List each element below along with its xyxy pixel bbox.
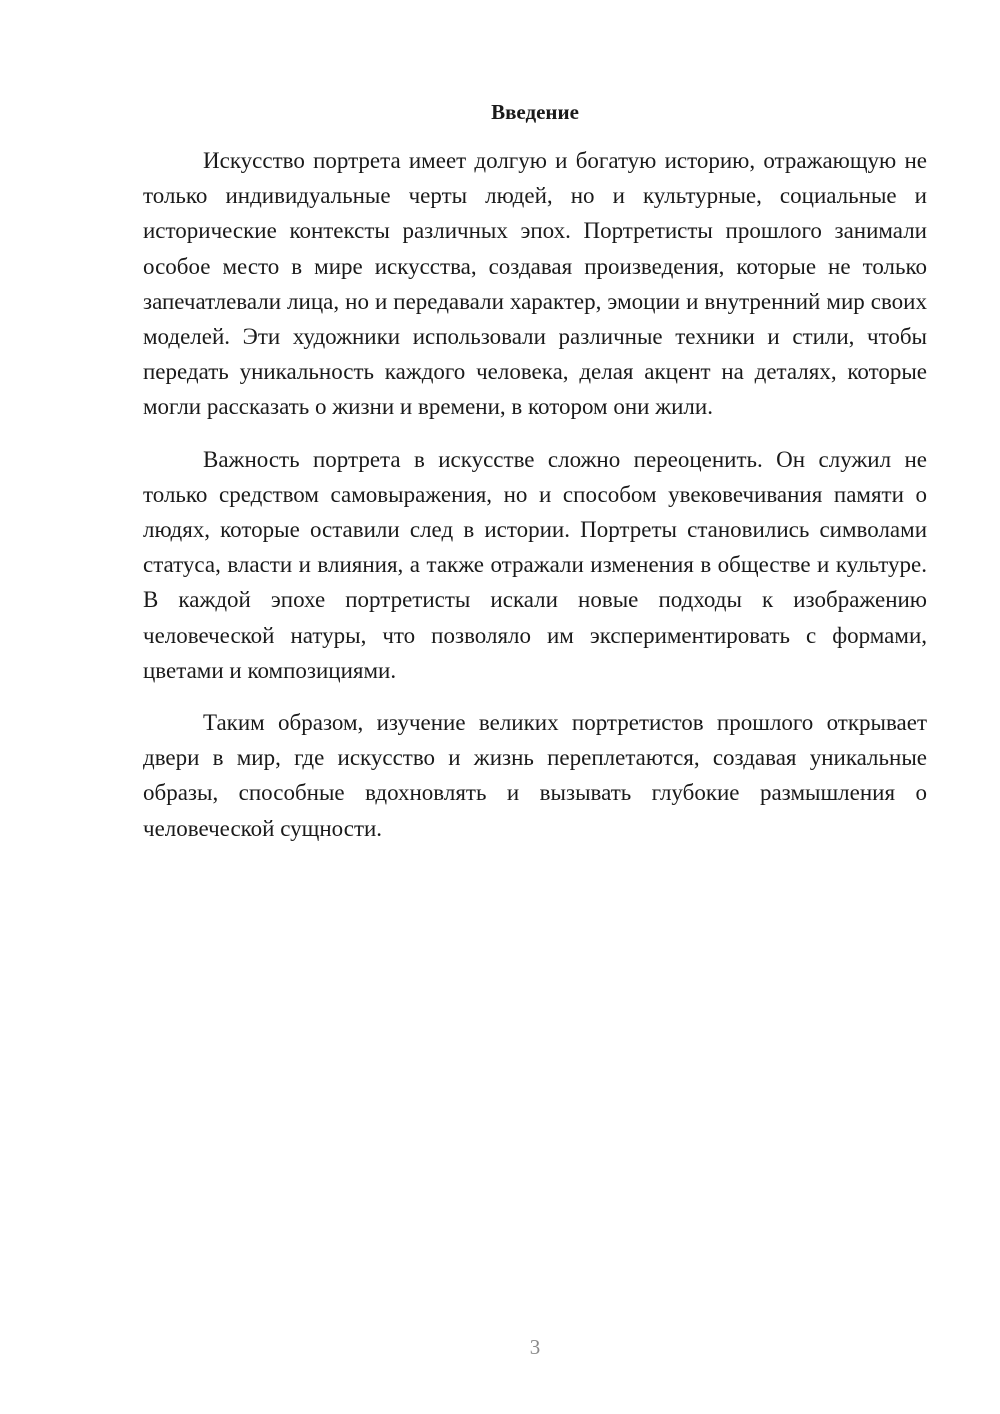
paragraph-3: Таким образом, изучение великих портретистов прошлого открывает двери в мир, где искусство и жизнь переплетаются, создавая уникальные образы, способные вдохновлять и вызывать глубокие размышления о человеческой сущности. [143, 710, 927, 841]
page-number: 3 [529, 1335, 541, 1359]
paragraph-1: Искусство портрета имеет долгую и богатую историю, отражающую не только индивидуальные черты людей, но и культурные, социальные и исторические контексты различных эпох. Портретисты прошлого занимали особое место в мире искусства, создавая произведения, которые не только запечатлевали лица, но и передавали характер, эмоции и внутренний мир своих моделей. Эти художники использовали различные техники и стили, чтобы передать уникальность каждого человека, делая акцент на деталях, которые могли рассказать о жизни и времени, в котором они жили. [143, 148, 927, 420]
paragraph-2: Важность портрета в искусстве сложно переоценить. Он служил не только средством самовыражения, но и способом увековечивания памяти о людях, которые оставили след в истории. Портреты становились символами статуса, власти и влияния, а также отражали изменения в обществе и культуре. В каждой эпохе портретисты искали новые подходы к изображению человеческой натуры, что позволяло им экспериментировать с формами, цветами и композициями. [143, 446, 927, 683]
body-text [143, 143, 927, 846]
page-title: Введение [491, 100, 579, 124]
